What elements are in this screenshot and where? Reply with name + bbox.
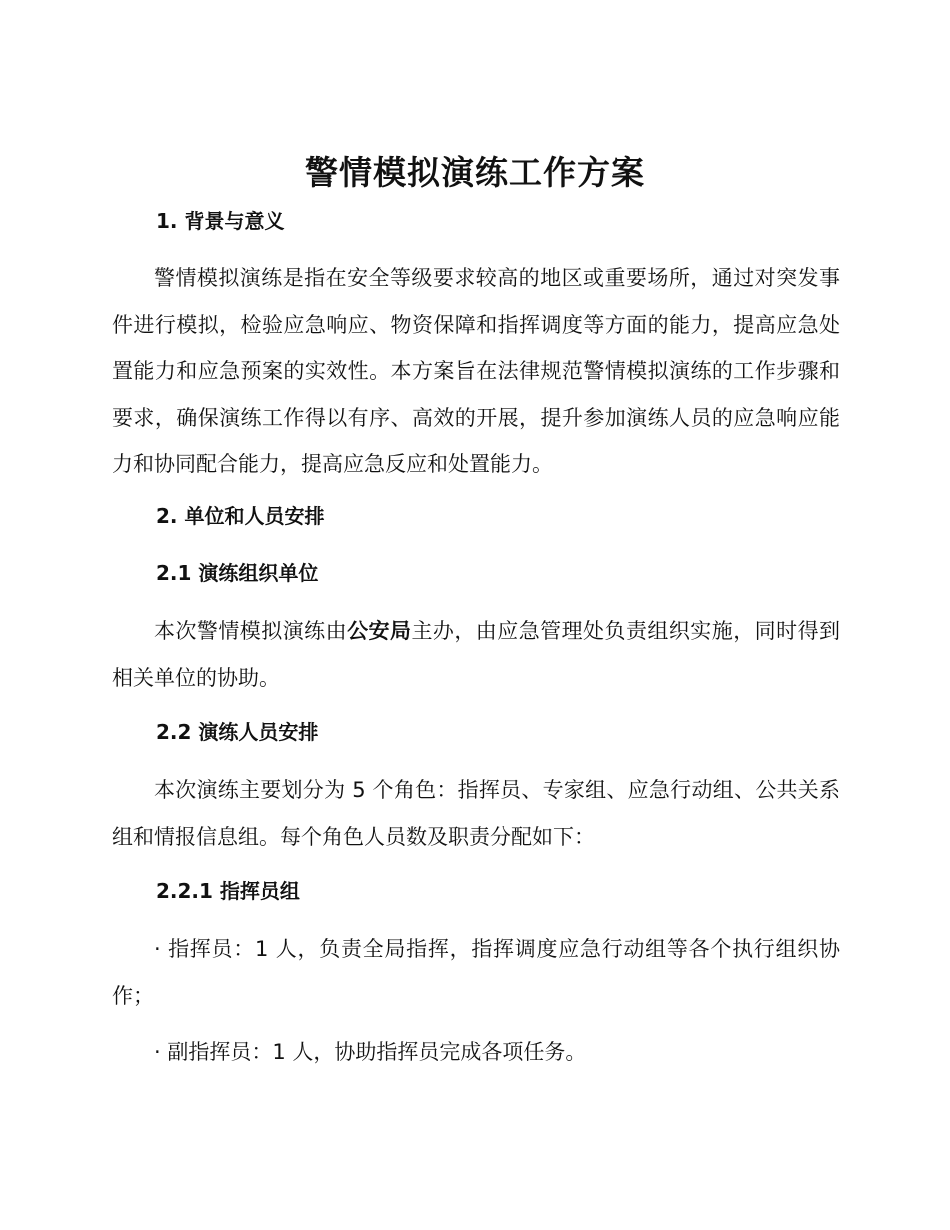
list-item-commander: · 指挥员：1 人，负责全局指挥，指挥调度应急行动组等各个执行组织协作；	[112, 937, 840, 1008]
document-title: 警情模拟演练工作方案	[305, 153, 645, 192]
section-2-1-body-start: 本次警情模拟演练由	[154, 619, 348, 643]
section-2-heading: 2. 单位和人员安排	[156, 504, 325, 528]
section-1-body: 警情模拟演练是指在安全等级要求较高的地区或重要场所，通过对突发事件进行模拟，检验应急响应、物资保障和指挥调度等方面的能力，提高应急处置能力和应急预案的实效性。本方案旨在法律规范警情模拟演练的工作步骤和要求，确保演练工作得以有序、高效的开展，提升参加演练人员的应急响应能力和协同配合能力，提高应急反应和处置能力。	[112, 266, 840, 476]
section-2-1-heading: 2.1 演练组织单位	[156, 561, 319, 585]
section-1-heading: 1. 背景与意义	[156, 209, 285, 233]
section-2-2-body: 本次演练主要划分为 5 个角色：指挥员、专家组、应急行动组、公共关系组和情报信息组。每个角色人员数及职责分配如下：	[112, 778, 840, 849]
organizer-name: 公安局	[347, 619, 412, 643]
section-2-1-body	[112, 608, 840, 701]
list-item-deputy-commander: · 副指挥员：1 人，协助指挥员完成各项任务。	[154, 1040, 587, 1064]
section-2-2-1-heading: 2.2.1 指挥员组	[156, 879, 300, 903]
section-2-2-heading: 2.2 演练人员安排	[156, 720, 319, 744]
section-2-1-body-end: 主办，由应急管理处负责组织实施，同时得到相关单位的协助。	[112, 619, 841, 690]
